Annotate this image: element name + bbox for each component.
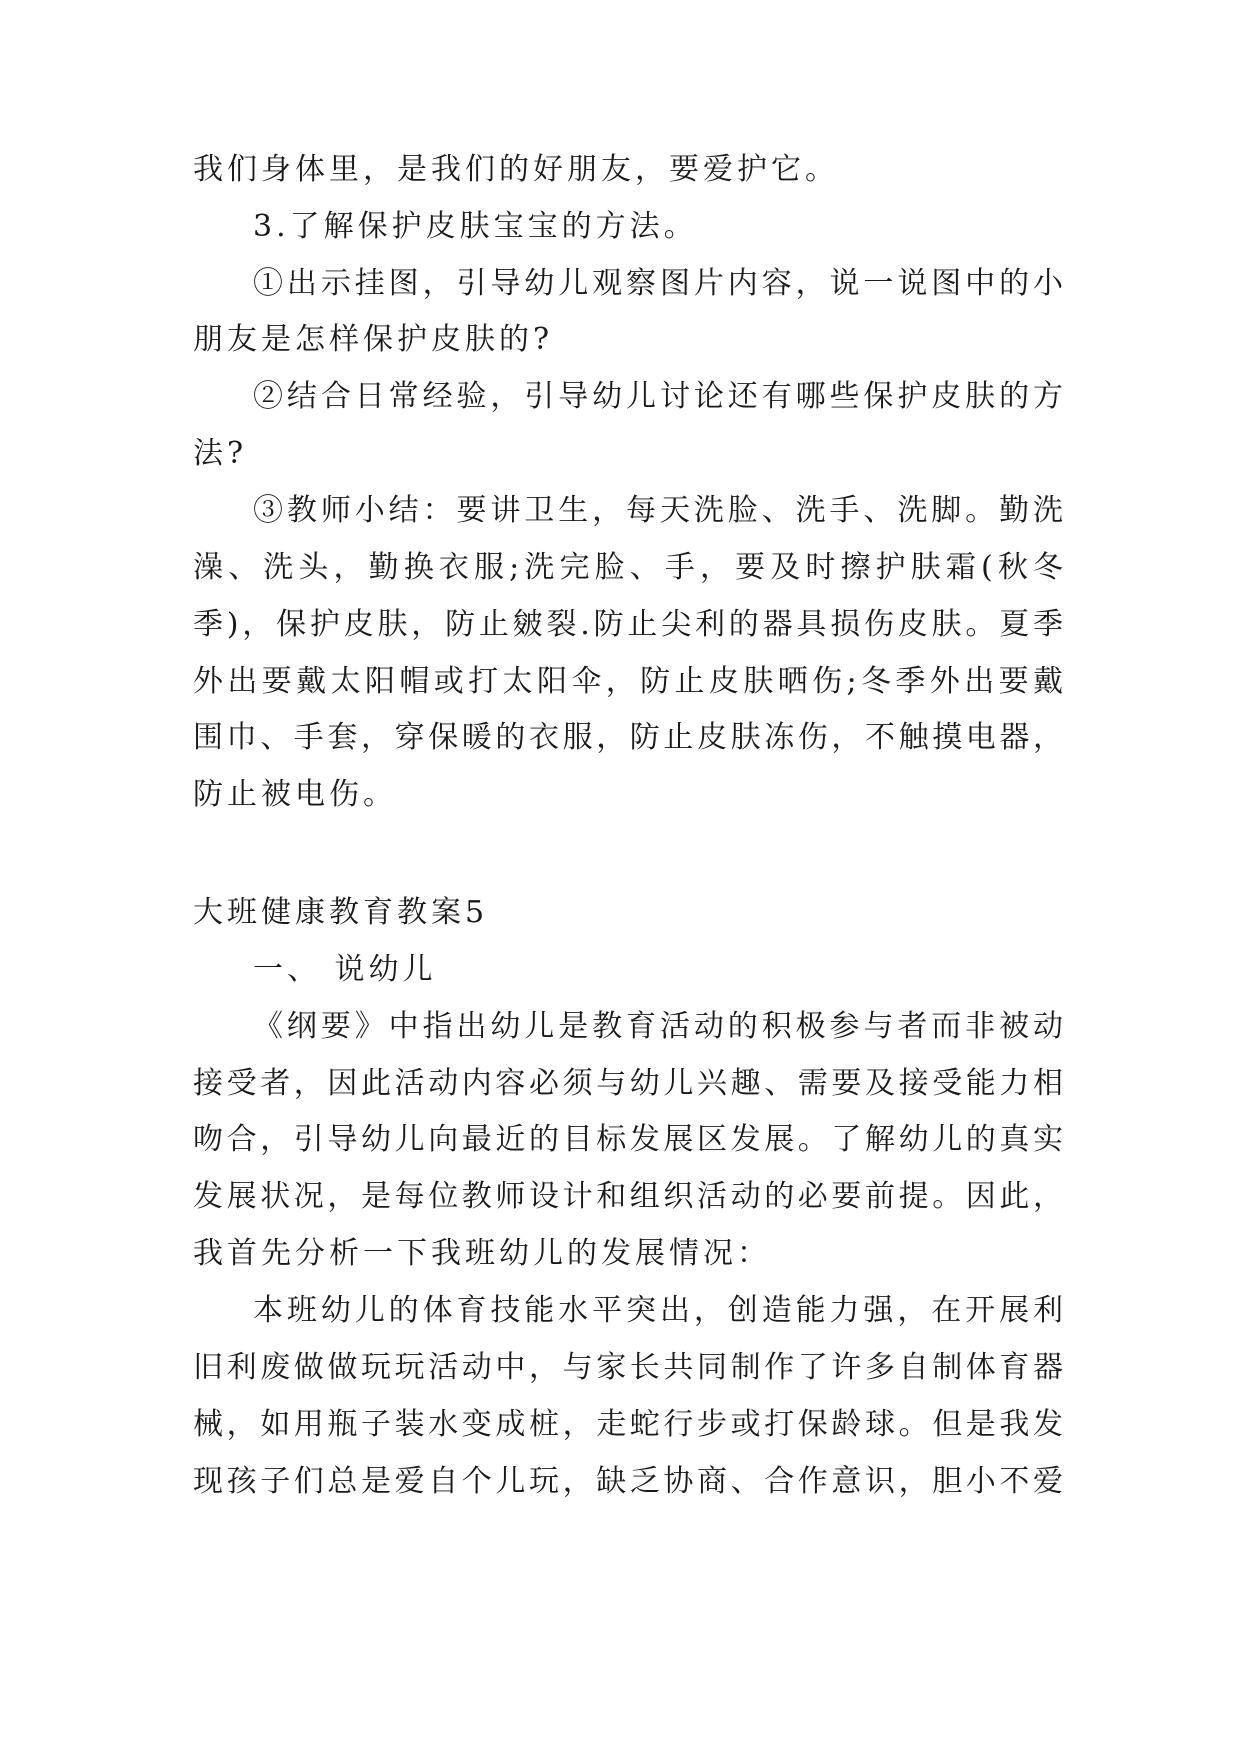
- section-heading: 大班健康教育教案5: [193, 895, 489, 930]
- text-line: 现孩子们总是爱自个儿玩，缺乏协商、合作意识，胆小不爱: [193, 1464, 1063, 1499]
- text-line: ③教师小结：要讲卫生，每天洗脸、洗手、洗脚。勤洗: [253, 493, 1063, 528]
- text-line: 本班幼儿的体育技能水平突出，创造能力强，在开展利: [253, 1293, 1063, 1328]
- text-line: 械，如用瓶子装水变成桩，走蛇行步或打保龄球。但是我发: [193, 1407, 1063, 1442]
- text-line: 接受者，因此活动内容必须与幼儿兴趣、需要及接受能力相: [193, 1066, 1063, 1101]
- text-line: 法?: [193, 436, 248, 471]
- text-line: ②结合日常经验，引导幼儿讨论还有哪些保护皮肤的方: [253, 379, 1063, 414]
- text-line: 《纲要》中指出幼儿是教育活动的积极参与者而非被动: [253, 1009, 1063, 1044]
- text-line: 我们身体里，是我们的好朋友，要爱护它。: [193, 152, 839, 187]
- text-line: 外出要戴太阳帽或打太阳伞，防止皮肤晒伤;冬季外出要戴: [193, 664, 1063, 699]
- text-line: 围巾、手套，穿保暖的衣服，防止皮肤冻伤，不触摸电器，: [193, 720, 1063, 755]
- text-line: 发展状况，是每位教师设计和组织活动的必要前提。因此，: [193, 1179, 1063, 1214]
- text-line: 吻合，引导幼儿向最近的目标发展区发展。了解幼儿的真实: [193, 1122, 1063, 1157]
- text-line: 季)，保护皮肤，防止皴裂.防止尖利的器具损伤皮肤。夏季: [193, 607, 1063, 642]
- text-line: 3.了解保护皮肤宝宝的方法。: [253, 209, 698, 244]
- text-line: 澡、洗头，勤换衣服;洗完脸、手，要及时擦护肤霜(秋冬: [193, 550, 1063, 585]
- text-line: 旧利废做做玩玩活动中，与家长共同制作了许多自制体育器: [193, 1350, 1063, 1385]
- text-line: 朋友是怎样保护皮肤的?: [193, 322, 554, 357]
- text-line: 我首先分析一下我班幼儿的发展情况：: [193, 1236, 771, 1271]
- text-line: 防止被电伤。: [193, 777, 397, 812]
- text-line: ①出示挂图，引导幼儿观察图片内容，说一说图中的小: [253, 266, 1063, 301]
- subsection-heading: 一、 说幼儿: [253, 952, 437, 987]
